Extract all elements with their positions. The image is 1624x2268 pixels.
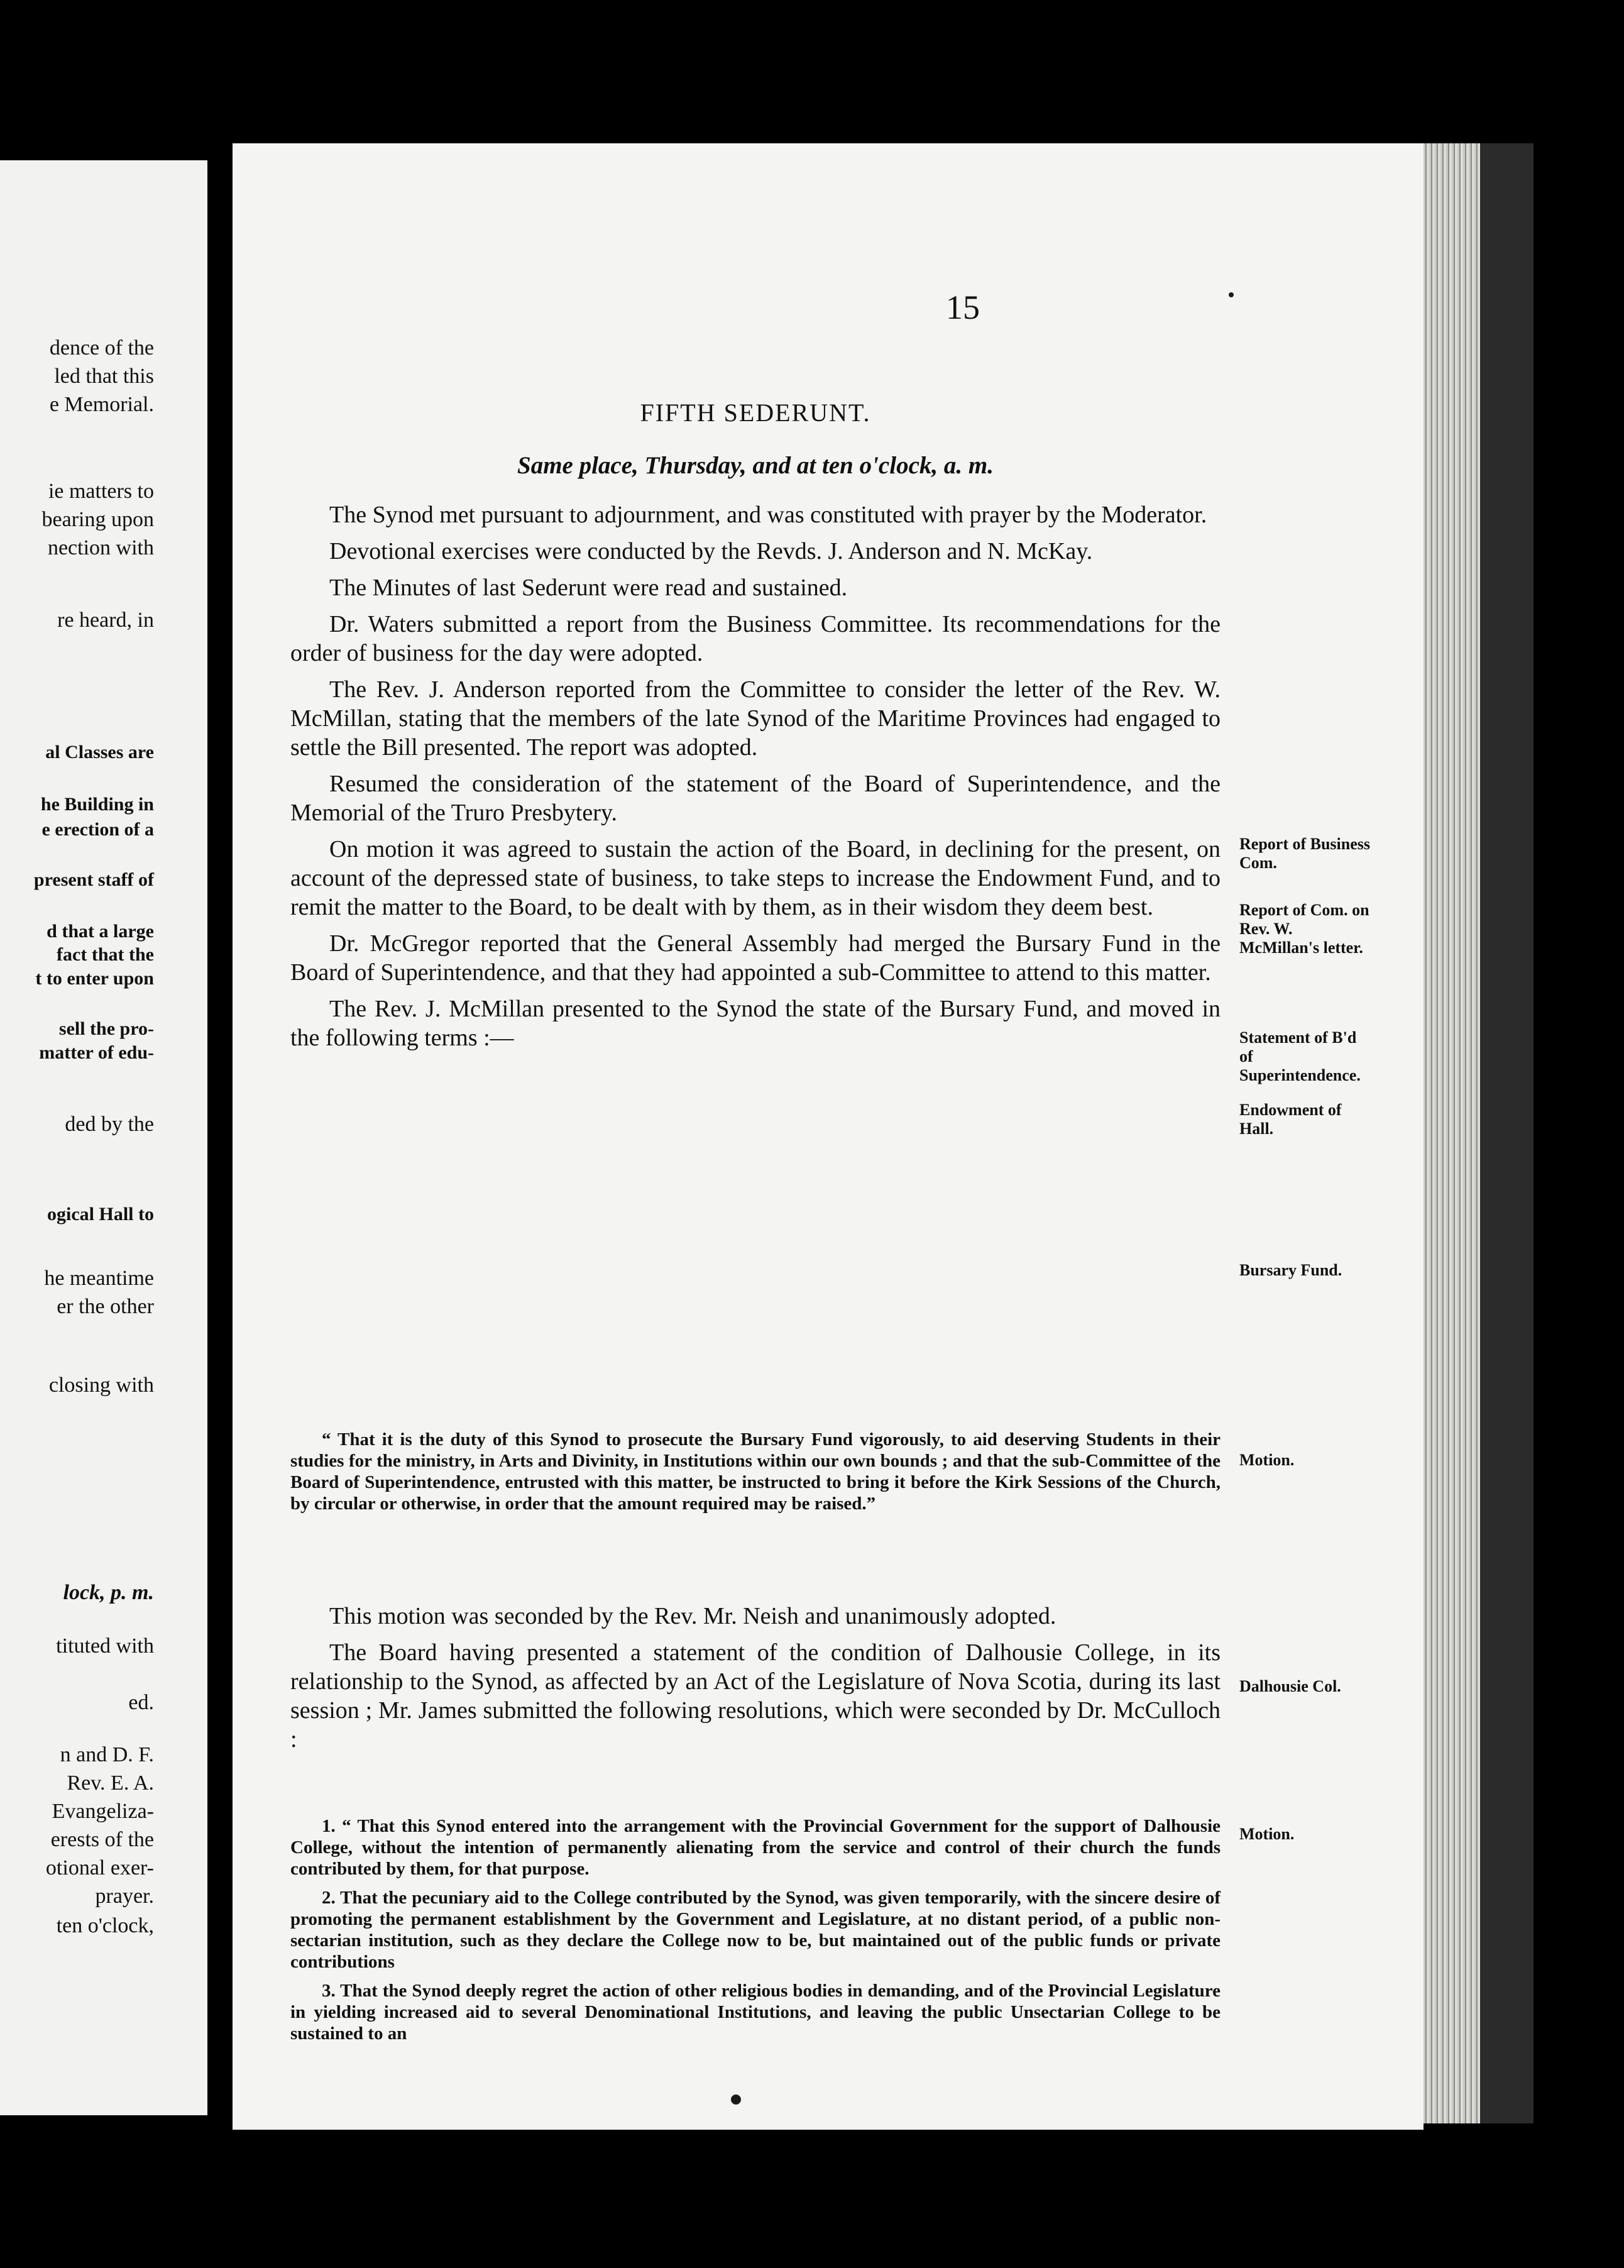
paragraph: This motion was seconded by the Rev. Mr. Neish and unanimously adopted. — [329, 1603, 1056, 1629]
section-heading: FIFTH SEDERUNT. — [640, 399, 871, 427]
paragraph: Dr. Waters submitted a report from the Business Committee. Its recommendations for the order of business for the day were adopted. — [290, 611, 1221, 666]
left-text-line: ogical Hall to — [47, 1204, 154, 1225]
left-text-line: led that this — [54, 365, 154, 388]
margin-note: Report of Com. on Rev. W. McMillan's letter. — [1239, 901, 1369, 957]
left-text-line: ten o'clock, — [56, 1914, 154, 1937]
resolution: 3. That the Synod deeply regret the action of other religious bodies in demanding, and of the Provincial Legislature in yielding increased aid to several Denominational Institutions, and leaving the public Unsectarian College to be sustained to an — [290, 1981, 1221, 2044]
quoted-motion — [290, 1429, 1221, 1522]
margin-note: Report of Business Com. — [1239, 835, 1371, 872]
paragraph: The Minutes of last Sederunt were read and sustained. — [329, 575, 848, 601]
paragraph: The Synod met pursuant to adjournment, and was constituted with prayer by the Moderator. — [329, 502, 1207, 528]
left-text-line: fact that the — [57, 944, 154, 965]
page-edges — [1424, 143, 1533, 2123]
margin-note: Bursary Fund. — [1239, 1261, 1342, 1279]
margin-note: Motion. — [1239, 1451, 1295, 1469]
paragraph: Devotional exercises were conducted by the Revds. J. Anderson and N. McKay. — [329, 538, 1093, 564]
left-text-line: tituted with — [56, 1634, 154, 1658]
left-text-line: ed. — [128, 1691, 154, 1714]
left-text-line: al Classes are — [45, 742, 154, 762]
paragraph: The Board having presented a statement of the condition of Dalhousie College, in its relationship to the Synod, as affected by an Act of the Legislature of Nova Scotia, during its last session ; Mr. James submitted the following resolutions, which were seconded by Dr. McCulloch : — [290, 1639, 1221, 1753]
paragraph: The Rev. J. McMillan presented to the Synod the state of the Bursary Fund, and moved in the following terms :— — [290, 996, 1221, 1051]
ink-spot — [731, 2095, 741, 2105]
left-text-line: lock, p. m. — [63, 1581, 154, 1604]
left-text-line: sell the pro- — [58, 1018, 154, 1039]
left-text-line: otional exer- — [45, 1856, 154, 1880]
ink-spot — [1229, 292, 1234, 297]
left-text-line: Evangeliza- — [52, 1800, 154, 1823]
left-text-line: dence of the — [49, 336, 154, 360]
resolution: 2. That the pecuniary aid to the College contributed by the Synod, was given temporarily, with the sincere desire of promoting the permanent establishment by the Government and Legislature, at no distant period, of a public non-sectarian institution, such as they declare the College now to be, but maintained out of the public funds or private contributions — [290, 1888, 1221, 1972]
left-page-fragment — [0, 160, 217, 2115]
left-text-line: nection with — [47, 536, 154, 559]
left-text-line: he Building in — [40, 794, 154, 815]
left-text-line: Rev. E. A. — [67, 1771, 154, 1795]
session-line: Same place, Thursday, and at ten o'clock, a. m. — [517, 452, 994, 479]
left-text-line: d that a large — [47, 921, 154, 942]
left-text-line: e erection of a — [41, 819, 154, 840]
left-text-line: closing with — [48, 1373, 154, 1397]
paragraph: Dr. McGregor reported that the General Assembly had merged the Bursary Fund in the Board of Superintendence, and that they had appointed a sub-Committee to attend to this matter. — [290, 930, 1221, 986]
left-text-line: e Memorial. — [49, 393, 154, 416]
paragraph: Resumed the consideration of the statement of the Board of Superintendence, and the Memorial of the Truro Presbytery. — [290, 771, 1221, 826]
left-text-line: prayer. — [95, 1885, 154, 1908]
left-text-line: n and D. F. — [60, 1743, 154, 1766]
left-text-line: er the other — [57, 1295, 154, 1318]
left-text-line: ie matters to — [48, 480, 154, 503]
book-cover-edge — [1480, 143, 1533, 2123]
margin-note: Dalhousie Col. — [1239, 1677, 1341, 1695]
left-text-line: matter of edu- — [39, 1042, 154, 1063]
margin-note: Endowment of Hall. — [1239, 1101, 1342, 1138]
quote: “ That it is the duty of this Synod to prosecute the Bursary Fund vigorously, to aid deserving Students in their studies for the ministry, in Arts and Divinity, in Institutions within our own bounds ; and that the sub-Committee of the Board of Superintendence, entrusted with this matter, be instructed to bring it before the Kirk Sessions of the Church, by circular or otherwise, in order that the amount required may be raised.” — [290, 1429, 1221, 1514]
page — [233, 143, 1424, 2130]
left-text-line: present staff of — [33, 869, 154, 890]
resolutions — [290, 1815, 1221, 2052]
margin-note: Statement of B'd of Superintendence. — [1239, 1028, 1361, 1084]
left-text-line: he meantime — [44, 1267, 154, 1290]
paragraph: The Rev. J. Anderson reported from the Committee to consider the letter of the Rev. W. McMillan, stating that the members of the late Synod of the Maritime Provinces had engaged to settle the Bill presented. The report was adopted. — [290, 676, 1221, 761]
left-text-line: erests of the — [50, 1828, 154, 1851]
paragraph-group-2 — [290, 1602, 1221, 1761]
left-text-line: ded by the — [65, 1113, 154, 1136]
left-text-line: bearing upon — [41, 508, 154, 531]
margin-note: Motion. — [1239, 1825, 1295, 1843]
paragraph-group-1 — [290, 500, 1221, 1060]
paragraph: On motion it was agreed to sustain the action of the Board, in declining for the present, on account of the depressed state of business, to take steps to increase the Endowment Fund, and to remit the matter to the Board, to be dealt with by them, as in their wisdom they deem best. — [290, 836, 1221, 920]
left-text-line: t to enter upon — [35, 968, 154, 989]
resolution: 1. “ That this Synod entered into the arrangement with the Provincial Government for the support of Dalhousie College, without the intention of permanently alienating from the service and control of their church the funds contributed by them, for that purpose. — [290, 1816, 1221, 1879]
page-number: 15 — [946, 289, 980, 326]
body-text — [290, 143, 1371, 2130]
left-text-line: re heard, in — [57, 608, 154, 632]
